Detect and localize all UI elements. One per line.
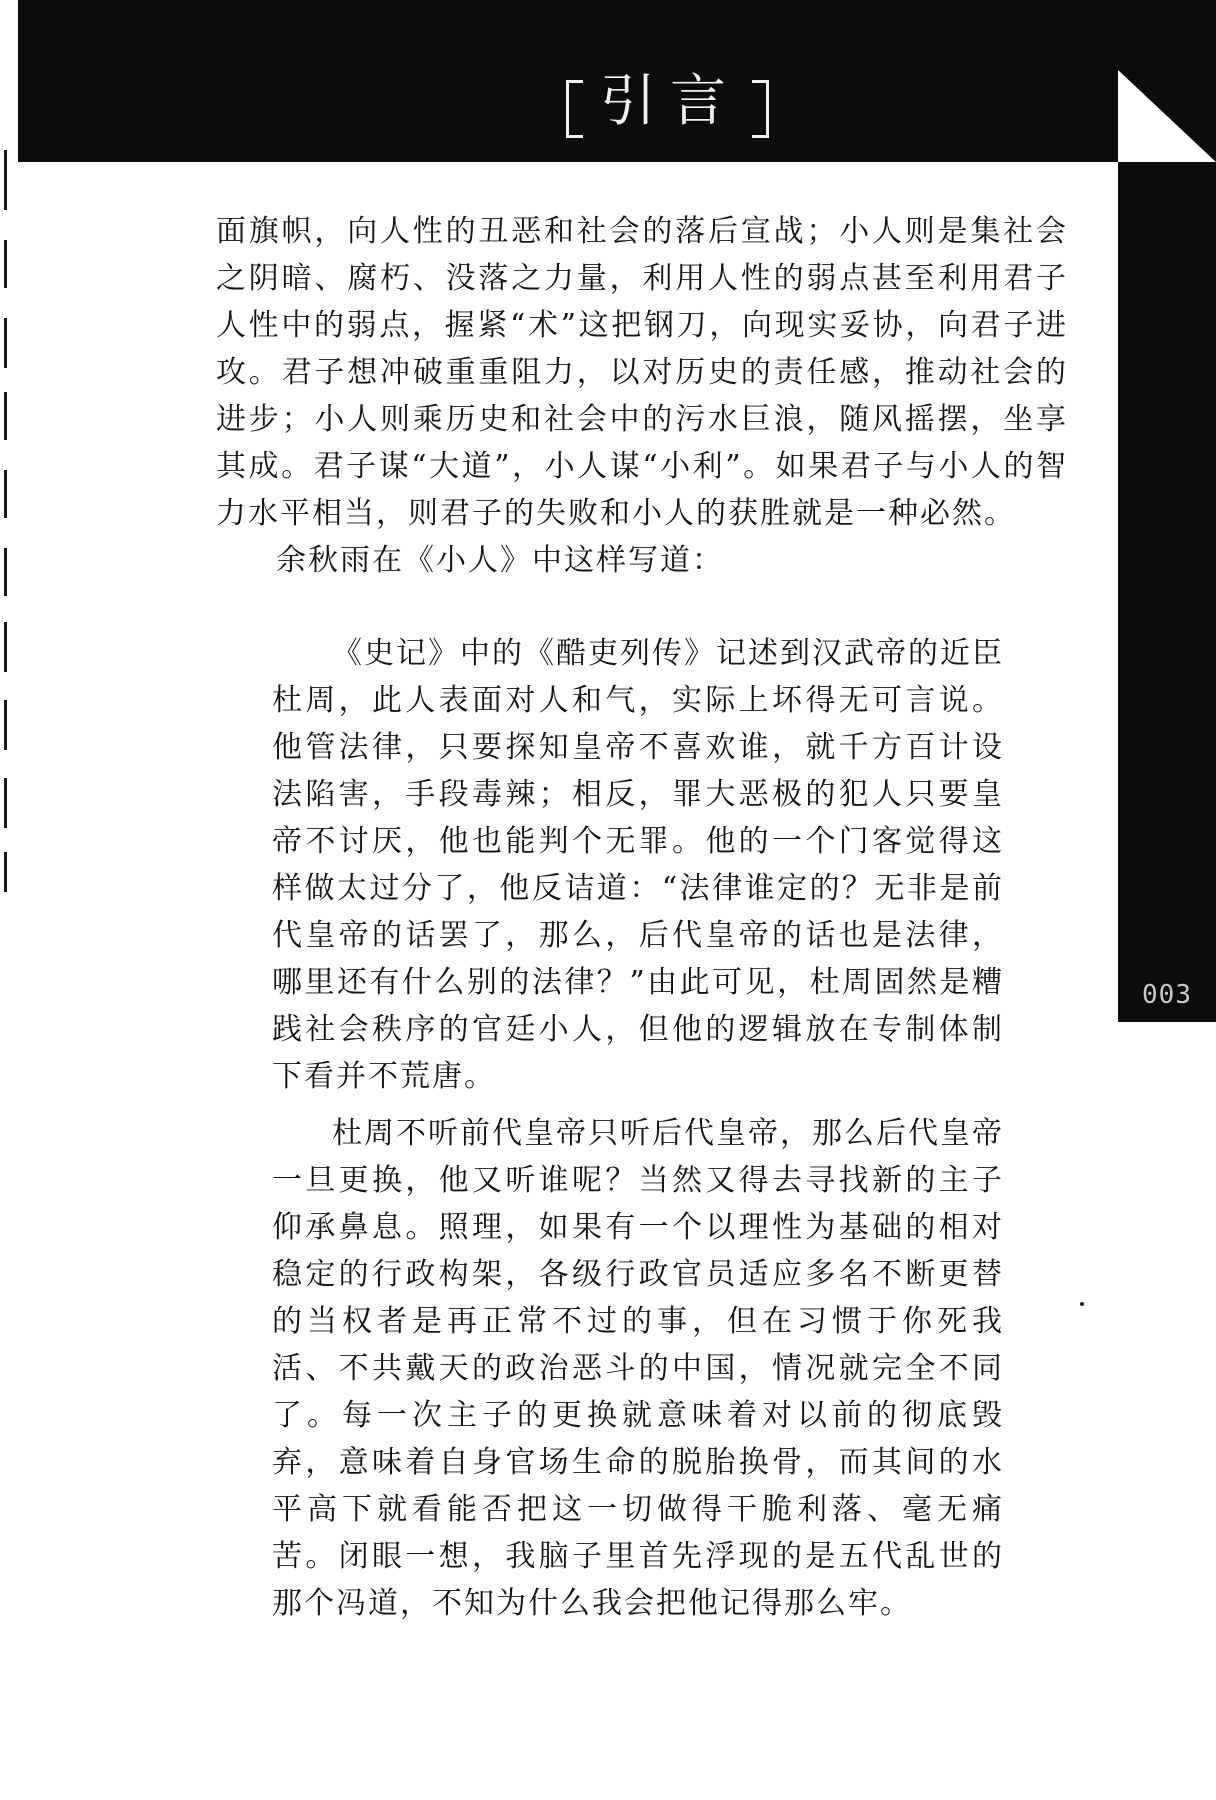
side-tab bbox=[1118, 162, 1216, 1022]
quote-paragraph: 《史记》中的《酷吏列传》记述到汉武帝的近臣杜周，此人表面对人和气，实际上坏得无可言说。他管法律，只要探知皇帝不喜欢谁，就千方百计设法陷害，手段毒辣；相反，罪大恶极的犯人只要皇帝不讨厌，他也能判个无罪。他的一个门客觉得这样做太过分了，他反诘道：“法律谁定的？无非是前代皇帝的话罢了，那么，后代皇帝的话也是法律，哪里还有什么别的法律？”由此可见，杜周固然是糟践社会秩序的官廷小人，但他的逻辑放在专制体制下看并不荒唐。 bbox=[272, 636, 1004, 1094]
quote-paragraph: 杜周不听前代皇帝只听后代皇帝，那么后代皇帝一旦更换，他又听谁呢？当然又得去寻找新的主子仰承鼻息。照理，如果有一个以理性为基础的相对稳定的行政构架，各级行政官员适应多名不断更替的当权者是再正常不过的事，但在习惯于你死我活、不共戴天的政治恶斗的中国，情况就完全不同了。每一次主子的更换就意味着对以前的彻底毁弃，意味着自身官场生命的脱胎换骨，而其间的水平高下就看能否把这一切做得干脆利落、毫无痛苦。闭眼一想，我脑子里首先浮现的是五代乱世的那个冯道，不知为什么我会把他记得那么牢。 bbox=[272, 1116, 1004, 1621]
page-number: 003 bbox=[1142, 980, 1192, 1010]
paragraph: 余秋雨在《小人》中这样写道： bbox=[276, 543, 724, 578]
binding-mark bbox=[4, 240, 7, 288]
binding-mark bbox=[4, 392, 7, 440]
binding-mark bbox=[4, 318, 7, 368]
block-quote bbox=[272, 630, 1004, 1627]
header-corner bbox=[1118, 70, 1216, 162]
binding-mark bbox=[4, 470, 7, 518]
chapter-title: 引言 bbox=[600, 69, 740, 134]
binding-mark bbox=[4, 548, 7, 596]
body-text bbox=[216, 208, 1068, 584]
binding-mark bbox=[4, 778, 7, 828]
scan-speck bbox=[1080, 1302, 1084, 1306]
binding-mark bbox=[4, 622, 7, 672]
binding-mark bbox=[4, 150, 7, 210]
binding-mark bbox=[4, 852, 7, 892]
binding-mark bbox=[4, 700, 7, 750]
title-bracket-right bbox=[752, 80, 769, 138]
paragraph: 面旗帜，向人性的丑恶和社会的落后宣战；小人则是集社会之阴暗、腐朽、没落之力量，利用人性的弱点甚至利用君子人性中的弱点，握紧“术”这把钢刀，向现实妥协，向君子进攻。君子想冲破重重阻力，以对历史的责任感，推动社会的进步；小人则乘历史和社会中的污水巨浪，随风摇摆，坐享其成。君子谋“大道”，小人谋“小利”。如果君子与小人的智力水平相当，则君子的失败和小人的获胜就是一种必然。 bbox=[216, 214, 1068, 531]
